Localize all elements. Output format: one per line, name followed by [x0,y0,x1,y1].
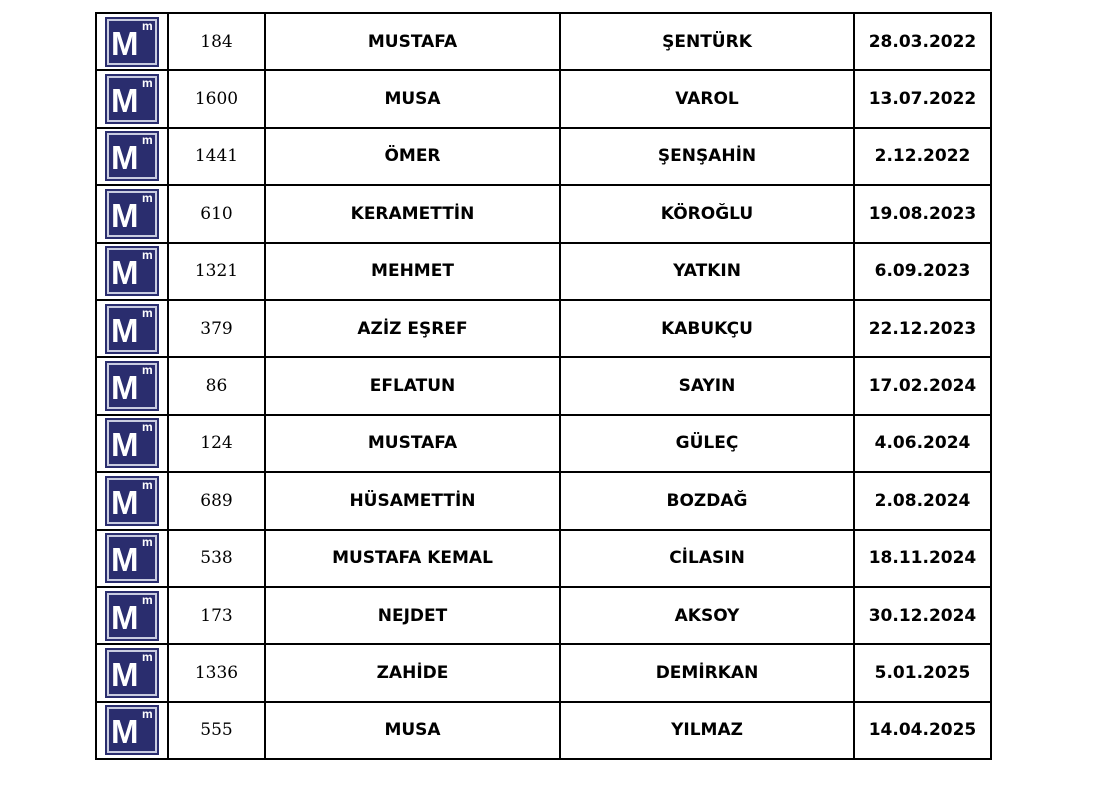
logo-cell [96,530,168,587]
mm-logo-icon [105,418,159,468]
table-row [96,644,991,701]
logo-letter-superscript: m [142,592,153,607]
table-row [96,415,991,472]
mm-logo-icon [105,189,159,239]
mm-logo-icon [105,705,159,755]
table-row [96,300,991,357]
date: 28.03.2022 [854,13,991,70]
logo-letter-main: M [111,541,139,579]
member-number: 610 [168,185,265,242]
member-number: 124 [168,415,265,472]
last-name: CİLASIN [560,530,854,587]
first-name: ÖMER [265,128,560,185]
date: 4.06.2024 [854,415,991,472]
logo-letter-main: M [111,82,139,120]
first-name: MUSA [265,702,560,759]
first-name: MUSA [265,70,560,127]
table-row [96,702,991,759]
table-row [96,185,991,242]
mm-logo-icon [105,74,159,124]
logo-cell [96,13,168,70]
date: 22.12.2023 [854,300,991,357]
table-row [96,472,991,529]
last-name: GÜLEÇ [560,415,854,472]
logo-letter-superscript: m [142,707,153,722]
date: 17.02.2024 [854,357,991,414]
table-row [96,530,991,587]
member-number: 379 [168,300,265,357]
logo-cell [96,243,168,300]
logo-cell [96,357,168,414]
member-number: 1321 [168,243,265,300]
member-table-body [96,13,991,759]
table-row [96,13,991,70]
mm-logo-icon [105,648,159,698]
first-name: EFLATUN [265,357,560,414]
logo-cell [96,644,168,701]
member-table [95,12,992,760]
logo-letter-superscript: m [142,420,153,435]
logo-letter-main: M [111,713,139,751]
logo-letter-main: M [111,139,139,177]
logo-cell [96,415,168,472]
mm-logo-icon [105,361,159,411]
logo-letter-superscript: m [142,305,153,320]
member-number: 1600 [168,70,265,127]
last-name: BOZDAĞ [560,472,854,529]
last-name: VAROL [560,70,854,127]
first-name: MUSTAFA [265,415,560,472]
date: 18.11.2024 [854,530,991,587]
date: 2.12.2022 [854,128,991,185]
date: 5.01.2025 [854,644,991,701]
member-number: 1441 [168,128,265,185]
logo-letter-superscript: m [142,535,153,550]
logo-letter-main: M [111,598,139,636]
date: 13.07.2022 [854,70,991,127]
table-row [96,243,991,300]
last-name: ŞENTÜRK [560,13,854,70]
first-name: NEJDET [265,587,560,644]
mm-logo-icon [105,533,159,583]
date: 19.08.2023 [854,185,991,242]
first-name: KERAMETTİN [265,185,560,242]
logo-cell [96,472,168,529]
member-number: 173 [168,587,265,644]
mm-logo-icon [105,591,159,641]
logo-letter-main: M [111,24,139,62]
last-name: SAYIN [560,357,854,414]
date: 2.08.2024 [854,472,991,529]
first-name: MUSTAFA [265,13,560,70]
first-name: MEHMET [265,243,560,300]
member-number: 689 [168,472,265,529]
logo-letter-main: M [111,655,139,693]
last-name: YATKIN [560,243,854,300]
logo-letter-superscript: m [142,477,153,492]
last-name: KABUKÇU [560,300,854,357]
logo-letter-superscript: m [142,76,153,91]
first-name: AZİZ EŞREF [265,300,560,357]
logo-cell [96,128,168,185]
logo-letter-main: M [111,426,139,464]
logo-cell [96,702,168,759]
mm-logo-icon [105,476,159,526]
first-name: HÜSAMETTİN [265,472,560,529]
logo-letter-main: M [111,483,139,521]
date: 14.04.2025 [854,702,991,759]
logo-letter-superscript: m [142,133,153,148]
logo-cell [96,300,168,357]
last-name: YILMAZ [560,702,854,759]
date: 6.09.2023 [854,243,991,300]
logo-letter-superscript: m [142,363,153,378]
mm-logo-icon [105,131,159,181]
mm-logo-icon [105,304,159,354]
table-row [96,70,991,127]
logo-letter-superscript: m [142,248,153,263]
last-name: ŞENŞAHİN [560,128,854,185]
table-row [96,357,991,414]
member-number: 555 [168,702,265,759]
date: 30.12.2024 [854,587,991,644]
table-row [96,128,991,185]
last-name: KÖROĞLU [560,185,854,242]
logo-letter-superscript: m [142,18,153,33]
member-number: 1336 [168,644,265,701]
member-number: 86 [168,357,265,414]
logo-cell [96,185,168,242]
mm-logo-icon [105,246,159,296]
logo-letter-main: M [111,369,139,407]
logo-letter-superscript: m [142,649,153,664]
table-row [96,587,991,644]
logo-letter-superscript: m [142,190,153,205]
logo-cell [96,70,168,127]
last-name: DEMİRKAN [560,644,854,701]
member-number: 184 [168,13,265,70]
logo-cell [96,587,168,644]
first-name: ZAHİDE [265,644,560,701]
logo-letter-main: M [111,196,139,234]
member-number: 538 [168,530,265,587]
logo-letter-main: M [111,254,139,292]
logo-letter-main: M [111,311,139,349]
mm-logo-icon [105,17,159,67]
first-name: MUSTAFA KEMAL [265,530,560,587]
last-name: AKSOY [560,587,854,644]
